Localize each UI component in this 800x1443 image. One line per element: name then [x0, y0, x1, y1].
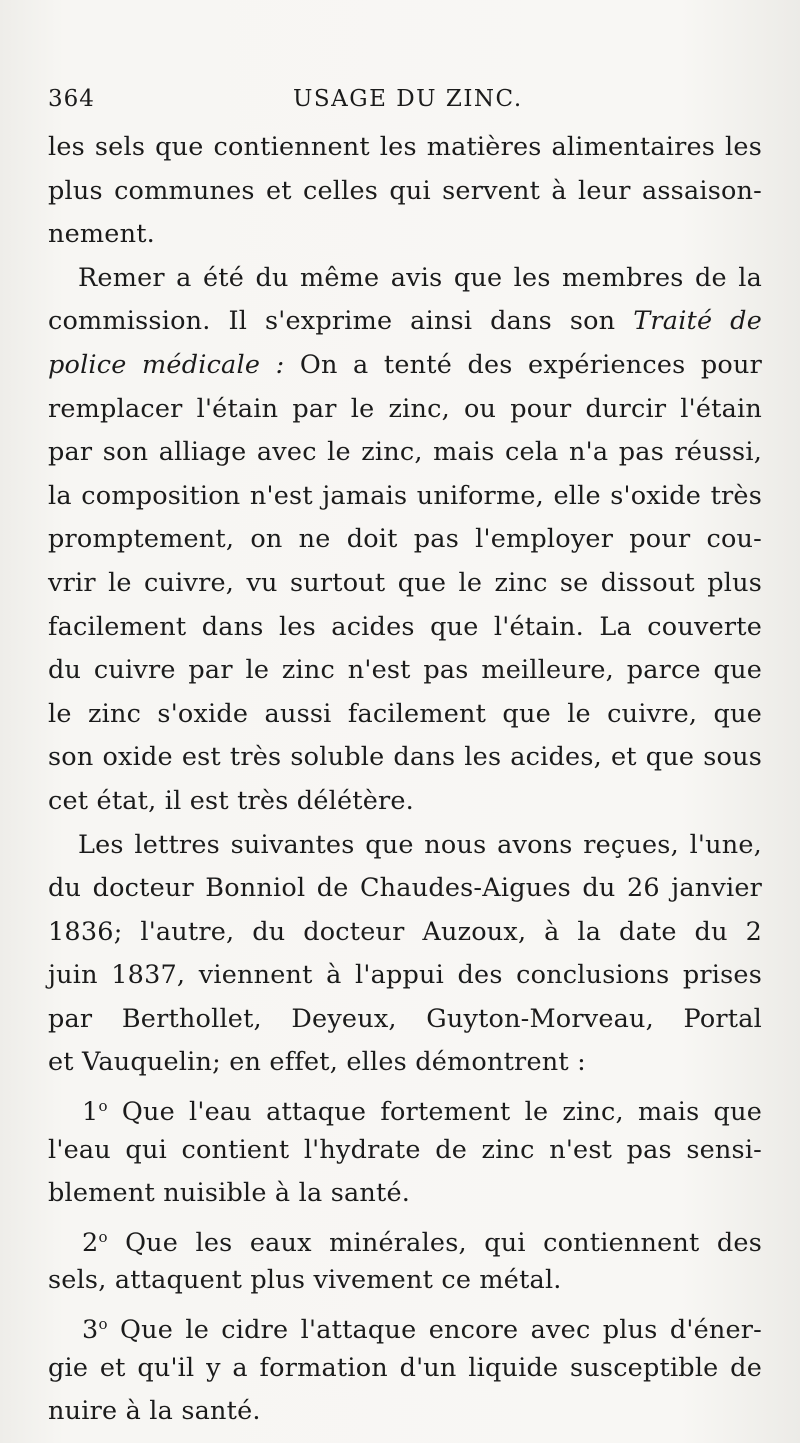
text-line: cet état, il est très délétère. [48, 785, 414, 816]
page-header [48, 86, 760, 120]
text-line: blement nuisible à la santé. [48, 1178, 411, 1209]
text-line: la composition n'est jamais uniforme, elle s'oxide très [48, 480, 762, 511]
text-segment: Que l'eau attaque fortement le zinc, mais que [107, 1097, 762, 1128]
item-number: 2 [82, 1227, 99, 1258]
page-body [48, 126, 762, 1434]
text-line: gie et qu'il y a formation d'un liquide susceptible de [48, 1352, 762, 1383]
text-line: l'eau qui contient l'hydrate de zinc n'est pas sensi- [48, 1134, 762, 1165]
text-line: et Vauquelin; en effet, elles démontrent : [48, 1047, 586, 1078]
text-line: nuire à la santé. [48, 1396, 261, 1427]
text-segment: On a tenté des expériences pour [284, 349, 762, 380]
text-line: plus communes et celles qui servent à leur assaison- [48, 175, 762, 206]
text-line: nement. [48, 219, 155, 250]
text-line: du cuivre par le zinc n'est pas meilleure, parce que [48, 655, 762, 686]
item-number: 1 [82, 1097, 99, 1128]
ordinal-mark: o [98, 1227, 108, 1246]
text-line: vrir le cuivre, vu surtout que le zinc se dissout plus [48, 567, 762, 598]
numbered-item-line [48, 1216, 762, 1260]
text-line: les sels que contiennent les matières alimentaires les [48, 132, 762, 162]
text-line: par Berthollet, Deyeux, Guyton-Morveau, Portal [48, 1003, 762, 1034]
text-line: son oxide est très soluble dans les acides, et que sous [48, 742, 762, 773]
item-number: 3 [82, 1315, 99, 1346]
ordinal-mark: o [98, 1315, 108, 1334]
text-line [48, 344, 762, 388]
numbered-item-line [48, 1303, 762, 1347]
text-line: juin 1837, viennent à l'appui des conclusions prises [48, 960, 762, 991]
text-segment: Que les eaux minérales, qui contiennent des [107, 1227, 762, 1258]
book-title-italic: Traité de [633, 306, 762, 337]
text-segment: Que le cidre l'attaque encore avec plus d'éner- [107, 1315, 762, 1346]
text-line: promptement, on ne doit pas l'employer pour cou- [48, 524, 762, 555]
book-title-italic: police médicale : [48, 349, 285, 380]
page-number: 364 [48, 86, 95, 112]
text-line: remplacer l'étain par le zinc, ou pour durcir l'étain [48, 393, 762, 424]
text-line: 1836; l'autre, du docteur Auzoux, à la date du 2 [48, 916, 762, 947]
numbered-item-line [48, 1085, 762, 1129]
text-line: facilement dans les acides que l'étain. La couverte [48, 611, 762, 642]
text-line: le zinc s'oxide aussi facilement que le cuivre, que [48, 698, 762, 729]
text-line: par son alliage avec le zinc, mais cela n'a pas réussi, [48, 437, 762, 468]
text-line: Les lettres suivantes que nous avons reçues, l'une, [78, 829, 762, 860]
text-line: sels, attaquent plus vivement ce métal. [48, 1265, 562, 1296]
text-line: du docteur Bonniol de Chaudes-Aigues du 26 janvier [48, 873, 762, 904]
text-segment: commission. Il s'exprime ainsi dans son [48, 306, 634, 337]
running-title: USAGE DU ZINC. [293, 86, 523, 112]
text-line: Remer a été du même avis que les membres de la [78, 262, 762, 293]
ordinal-mark: o [98, 1097, 108, 1116]
text-line [48, 300, 762, 344]
